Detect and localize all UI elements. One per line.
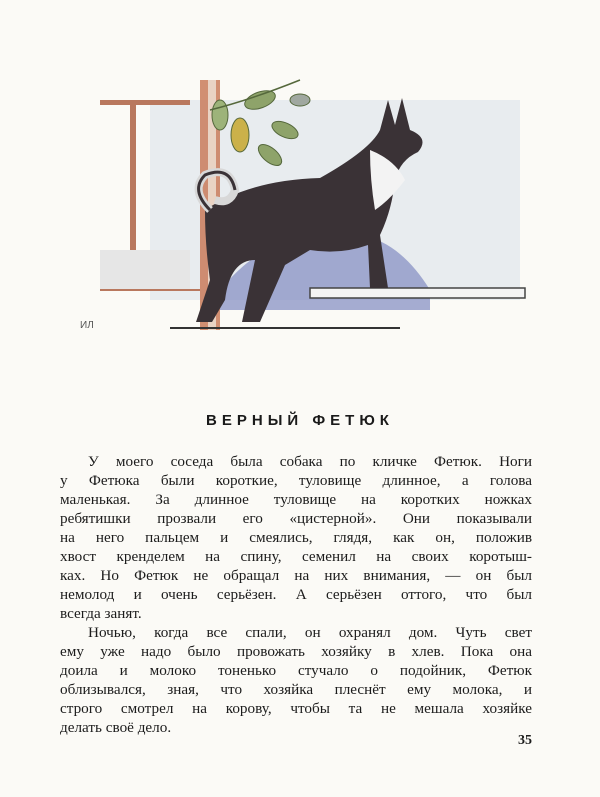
story-body <box>60 452 532 737</box>
text-line: на него пальцем и смеялись, глядя, как он, положив <box>60 529 532 546</box>
text-line: строго смотрел на корову, чтобы та не мешала хозяйке <box>60 700 532 717</box>
text-line: у Фетюка были короткие, туловище длинное, а голова <box>60 472 532 489</box>
dog-illustration-icon <box>70 60 540 350</box>
text-line: У моего соседа была собака по кличке Фетюк. Ноги <box>88 453 532 470</box>
text-line: немолод и очень серьёзен. А серьёзен оттого, что был <box>60 586 532 603</box>
text-line: облизывался, зная, что хозяйка плеснёт ему молока, и <box>60 681 532 698</box>
dog-illustration <box>70 60 540 350</box>
text-line: ему уже надо было провожать хозяйку в хлев. Пока она <box>60 643 532 660</box>
page-number: 35 <box>518 733 532 748</box>
text-line: делать своё дело. <box>60 719 172 736</box>
svg-text:ИЛ: ИЛ <box>80 320 94 331</box>
text-line: всегда занят. <box>60 605 142 622</box>
text-line: хвост кренделем на спину, семенил на своих коротыш- <box>60 548 532 565</box>
text-line: ребятишки прозвали его «цистерной». Они показывали <box>60 510 532 527</box>
text-line: Ночью, когда все спали, он охранял дом. Чуть свет <box>88 624 532 641</box>
text-line: доила и молоко тоненько стучало о подойник, Фетюк <box>60 662 532 679</box>
paragraph-2 <box>60 623 532 737</box>
paragraph-1 <box>60 452 532 623</box>
story-title: ВЕРНЫЙ ФЕТЮК <box>206 412 394 429</box>
text-line: маленькая. За длинное туловище на коротких ножках <box>60 491 532 508</box>
text-line: ках. Но Фетюк не обращал на них внимания, — он был <box>60 567 532 584</box>
